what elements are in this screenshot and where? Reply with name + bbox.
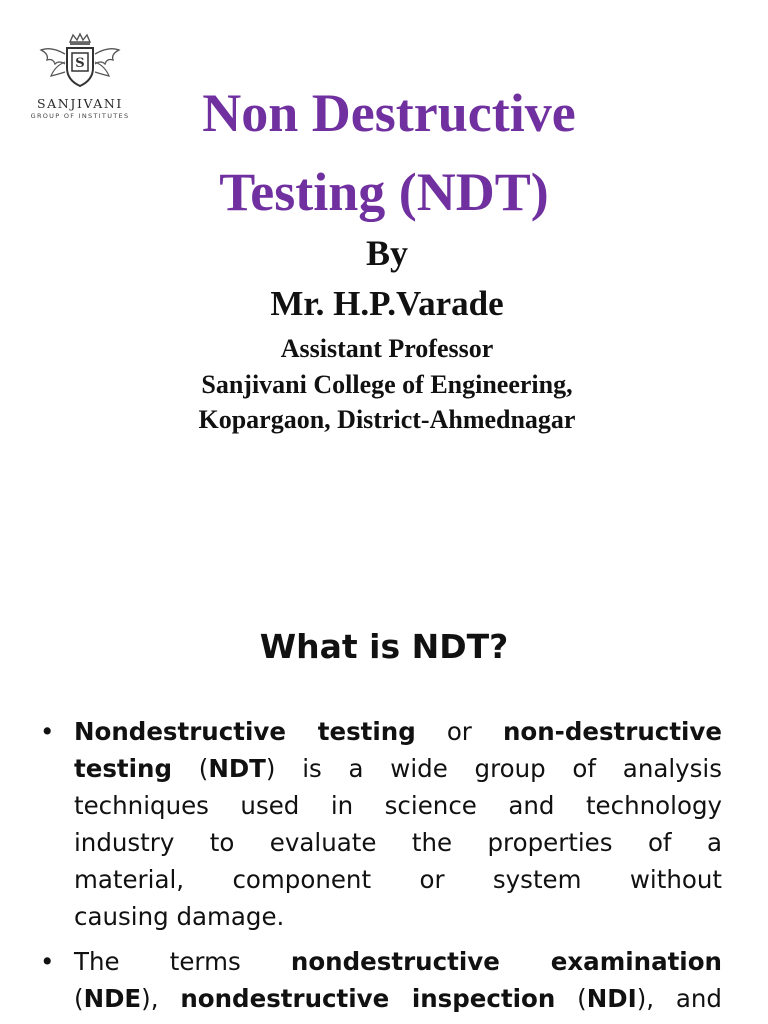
content-slide [0,520,768,1024]
text-line [74,943,722,980]
text-run: or [415,717,503,746]
text-run: ( [555,984,587,1013]
term-bold: nondestructive inspection [180,984,556,1013]
text-line: techniques used in science and technology [74,791,722,820]
text-run: ( [172,754,209,783]
term-bold: NDT [208,754,266,783]
term-bold: NDE [83,984,142,1013]
logo-subtitle: GROUP OF INSTITUTES [30,112,130,120]
bullet-dot: • [40,947,55,976]
term-bold: nondestructive examination [290,947,722,976]
text-line: industry to evaluate the properties of a [74,828,722,857]
text-line [74,713,722,750]
bullet-text [74,713,722,935]
term-bold: Nondestructive testing [74,717,416,746]
slide-heading: What is NDT? [259,627,509,666]
text-run: The terms [74,947,291,976]
crest-icon [37,32,123,94]
logo-name: SANJIVANI [37,96,123,111]
slide-title-line-1: Non Destructive [202,83,576,143]
text-line [74,980,722,1017]
bullet-text [74,943,722,1017]
text-run: ) is a wide group of analysis [265,754,722,783]
term-bold: NDI [586,984,637,1013]
slide-title-line-2: Testing (NDT) [219,162,549,222]
text-line: material, component or system without [74,865,722,894]
text-line [74,750,722,787]
author-name: Mr. H.P.Varade [270,284,504,323]
author-designation: Assistant Professor [280,334,494,363]
text-line: causing damage. [74,902,285,931]
svg-text:S: S [75,56,85,71]
text-run: ), and [636,984,722,1013]
text-run: ), [141,984,181,1013]
college-name: Sanjivani College of Engineering, [201,370,573,399]
term-bold: testing [74,754,172,783]
bullet-item [40,713,722,935]
text-run: ( [74,984,84,1013]
college-location: Kopargaon, District-Ahmednagar [198,405,576,434]
by-label: By [365,233,408,273]
bullet-dot: • [40,717,55,746]
term-bold: non-destructive [502,717,723,746]
bullet-item [40,943,722,1017]
